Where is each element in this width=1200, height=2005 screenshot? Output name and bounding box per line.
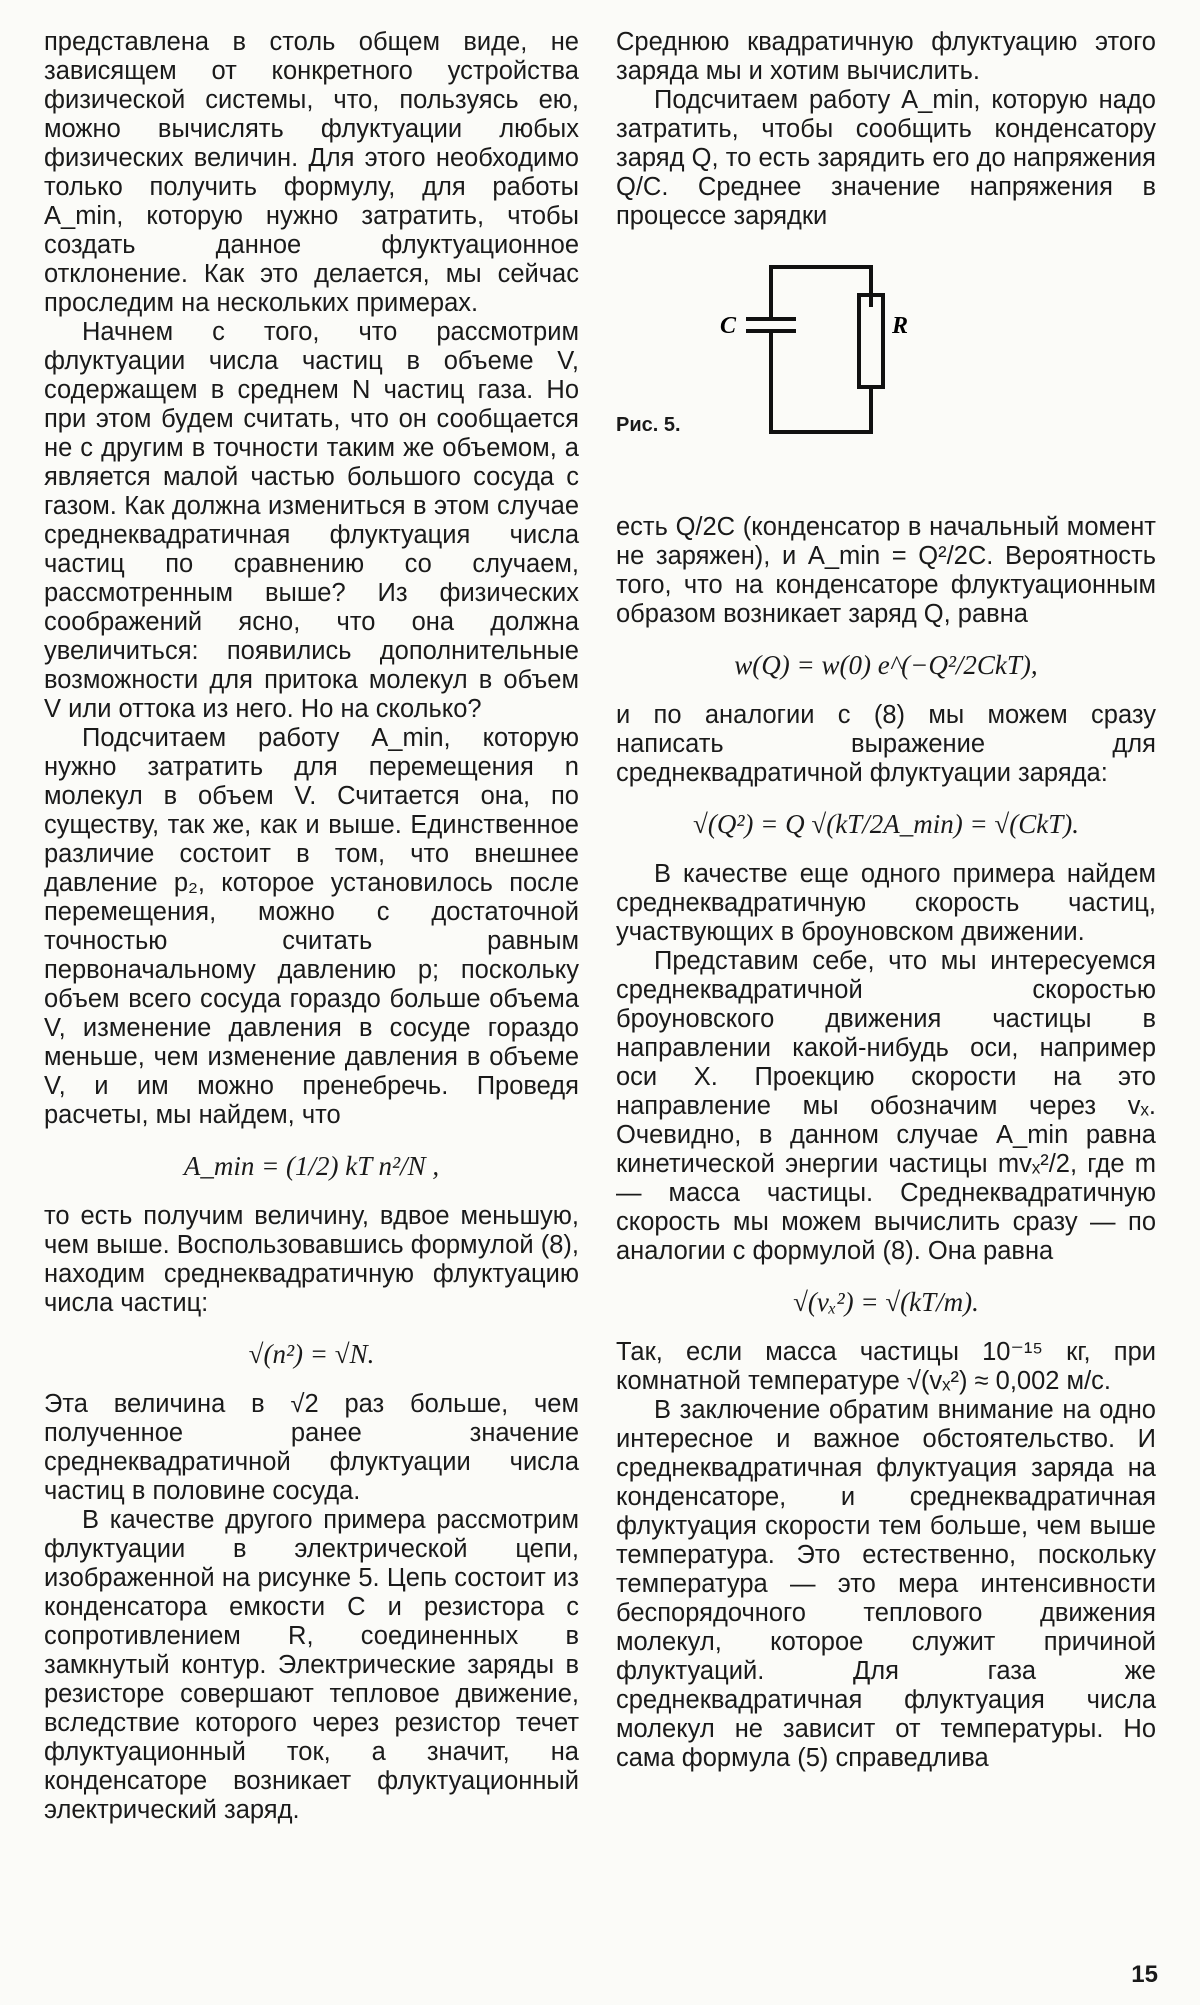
label-c: C xyxy=(720,313,737,339)
paragraph: Среднюю квадратичную флуктуацию этого заряда мы и хотим вычислить. xyxy=(616,28,1156,85)
formula-wq: w(Q) = w(0) e^(−Q²/2CkT), xyxy=(734,650,1038,680)
paragraph: Представим себе, что мы интересуемся среднеквадратичной скоростью броуновского движения частицы в направлении какой-нибудь оси, например оси X. Проекцию скорости на это направление мы обозначим через vₓ. Очевидно, в данном случае A_min равна кинетической энергии частицы mvₓ²/2, где m — масса частицы. Среднеквадратичную скорость мы можем вычислить сразу — по аналогии с формулой (8). Она равна xyxy=(616,947,1156,1265)
paragraph: В качестве еще одного примера найдем среднеквадратичную скорость частиц, участвующих в броуновском движении. xyxy=(616,860,1156,946)
paragraph: представлена в столь общем виде, не зависящем от конкретного устройства физической системы, что, пользуясь ею, можно вычислять флуктуации любых физических величин. Для этого необходимо только получить формулу, для работы A_min, которую нужно затратить, чтобы создать данное флуктуационное отклонение. Как это делается, мы сейчас проследим на нескольких примерах. xyxy=(44,28,579,317)
paragraph: есть Q/2C (конденсатор в начальный момент не заряжен), и A_min = Q²/2C. Вероятность того, что на конденсаторе флуктуационным образом возникает заряд Q, равна xyxy=(616,513,1156,628)
wire-top xyxy=(771,267,871,307)
paragraph: и по аналогии с (8) мы можем сразу написать выражение для среднеквадратичной флуктуации заряда: xyxy=(616,701,1156,787)
resistor-box xyxy=(859,295,883,387)
label-r: R xyxy=(892,313,909,339)
paragraph: Подсчитаем работу A_min, которую надо затратить, чтобы сообщить конденсатору заряд Q, то есть зарядить его до напряжения Q/C. Среднее значение напряжения в процессе зарядки xyxy=(616,86,1156,230)
rc-circuit-diagram xyxy=(616,247,1156,447)
formula-a-min: A_min = (1/2) kT n²/N , xyxy=(183,1151,440,1181)
left-column xyxy=(44,28,579,1825)
paragraph: Подсчитаем работу A_min, которую нужно затратить для перемещения n молекул в объем V. Считается она, по существу, так же, как и выше. Единственное различие состоит в том, что внешнее давление p₂, которое установилось после перемещения, можно с достаточной точностью считать равным первоначальному давлению p; поскольку объем всего сосуда гораздо больше объема V, изменение давления в сосуде гораздо меньше, чем изменение давления в объеме V, и им можно пренебречь. Проведя расчеты, мы найдем, что xyxy=(44,724,579,1129)
wire-bottom xyxy=(771,342,871,432)
figure-caption: Рис. 5. xyxy=(616,414,681,436)
paragraph: то есть получим величину, вдвое меньшую, чем выше. Воспользовавшись формулой (8), находим среднеквадратичную флуктуацию числа частиц: xyxy=(44,1202,579,1317)
formula-q-fluct: √(Q²) = Q √(kT/2A_min) = √(CkT). xyxy=(693,809,1079,839)
paragraph: Так, если масса частицы 10⁻¹⁵ кг, при комнатной температуре √(vₓ²) ≈ 0,002 м/с. xyxy=(616,1338,1156,1395)
paragraph: Эта величина в √2 раз больше, чем полученное ранее значение среднеквадратичной флуктуации числа частиц в половине сосуда. xyxy=(44,1390,579,1505)
formula-v-fluct: √(vₓ²) = √(kT/m). xyxy=(793,1287,979,1317)
paragraph: Начнем с того, что рассмотрим флуктуации числа частиц в объеме V, содержащем в среднем N частиц газа. Но при этом будем считать, что он сообщается не с другим в точности таким же объемом, а является малой частью большого сосуда с газом. Как должна измениться в этом случае среднеквадратичная флуктуация числа частиц по сравнению со случаем, рассмотренным выше? Из физических соображений ясно, что она должна увеличиться: появились дополнительные возможности для притока молекул в объем V или оттока из него. Но на сколько? xyxy=(44,318,579,723)
paragraph: В качестве другого примера рассмотрим флуктуации в электрической цепи, изображенной на рисунке 5. Цепь состоит из конденсатора емкости C и резистора с сопротивлением R, соединенных в замкнутый контур. Электрические заряды в резисторе совершают тепловое движение, вследствие которого через резистор течет флуктуационный ток, а значит, на конденсаторе возникает флуктуационный электрический заряд. xyxy=(44,1506,579,1824)
right-column xyxy=(616,28,1156,1773)
formula-n-fluct: √(n²) = √N. xyxy=(248,1339,375,1369)
paragraph: В заключение обратим внимание на одно интересное и важное обстоятельство. И среднеквадратичная флуктуация заряда на конденсаторе, и среднеквадратичная флуктуация скорости тем больше, чем выше температура. Это естественно, поскольку температура — это мера интенсивности беспорядочного теплового движения молекул, которое служит причиной флуктуаций. Для газа же среднеквадратичная флуктуация числа молекул не зависит от температуры. Но сама формула (5) справедлива xyxy=(616,1396,1156,1772)
page-number: 15 xyxy=(1131,1961,1158,1988)
figure-rc-circuit xyxy=(616,247,1156,497)
